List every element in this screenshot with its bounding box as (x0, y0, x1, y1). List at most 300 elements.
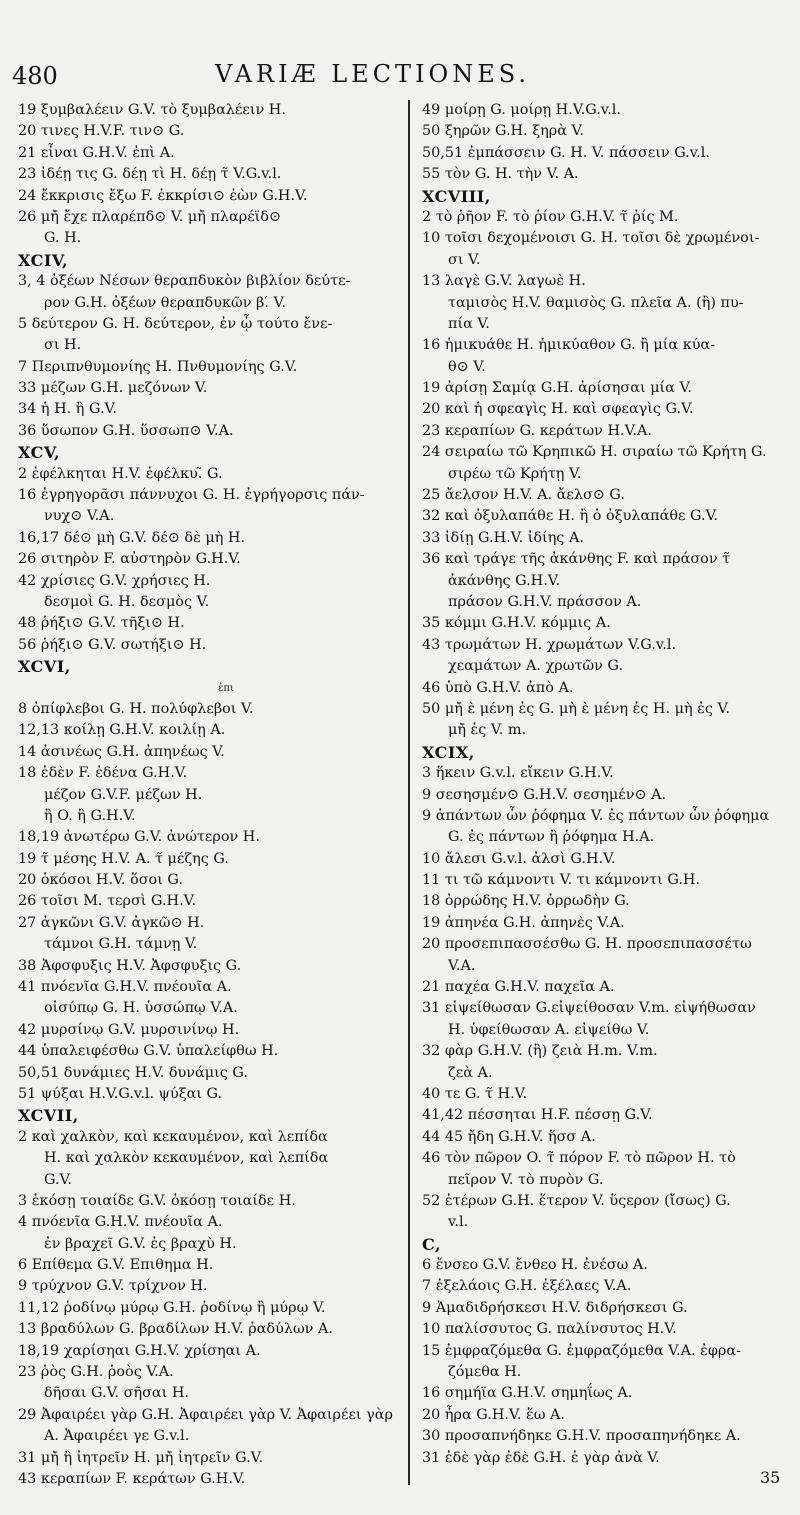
variant-line (18, 1298, 403, 1319)
variant-line (422, 357, 794, 378)
variant-line (422, 1255, 794, 1276)
variant-line (18, 186, 403, 207)
variant-line (422, 1405, 794, 1426)
variant-line (422, 1341, 794, 1362)
line-number: 46 (422, 1150, 441, 1167)
variant-text: Περιπνθυμονίης H. Πνθυμονίης G.V. (31, 358, 298, 375)
line-number: 2 (18, 465, 28, 482)
variant-line (422, 956, 794, 977)
line-number: 21 (422, 979, 441, 996)
variant-text: τρύχνον G.V. τρίχνον H. (31, 1278, 208, 1295)
variant-line (422, 913, 794, 934)
variant-line (18, 977, 403, 998)
variant-line (18, 635, 403, 656)
variant-line (18, 271, 403, 292)
variant-text: ἐξελάοις G.H. ἐξέλαες V.A. (435, 1278, 632, 1295)
variant-line (422, 228, 794, 249)
variant-line (18, 143, 403, 164)
variant-line (422, 250, 794, 271)
variant-text: Ἀμαδιδρήσκεσι H.V. διδρήσκεσι G. (435, 1299, 688, 1316)
variant-text: μὴ̄ ἔχε πλαρέπδ⊙ V. μὴ̄ πλαρέϊδ⊙ (40, 208, 282, 225)
variant-line (422, 699, 794, 720)
variant-line (422, 464, 794, 485)
variant-text: πράσον G.H.V. πράσσον A. (448, 593, 642, 610)
line-number: 44 (18, 1043, 37, 1060)
variant-line (422, 1448, 794, 1469)
variant-text: τι τῶ κάμνοντι V. τι κάμνοντι G.H. (444, 872, 701, 889)
variant-text: ἐμφραζόμεθα G. ἐμφραζόμεθα V.A. ἐφρα- (444, 1342, 741, 1359)
variant-text: τοῖσι δεχομένοισι G. H. τοῖσι δὲ χρωμένοι- (444, 230, 760, 247)
variant-line (422, 1105, 794, 1126)
variant-text: ζεὰ A. (448, 1064, 493, 1081)
variant-line (18, 785, 403, 806)
variant-text: A. Ἀφαιρέει γε G.v.l. (44, 1428, 190, 1445)
line-number: 7 (422, 1278, 432, 1295)
line-number: 19 (18, 102, 37, 118)
variant-text: μοίρῃ G. μοίρῃ H.V.G.v.l. (444, 102, 621, 118)
variant-line (422, 207, 794, 228)
line-number: 3, 4 (18, 273, 46, 290)
variant-text: τ̃ μέσης H.V. A. τ̃ μέζης G. (40, 850, 229, 867)
line-number: 29 (18, 1406, 37, 1423)
variant-line (18, 293, 403, 314)
line-number: 41 (18, 979, 37, 996)
line-number: 44 45 (422, 1128, 464, 1145)
line-number: 32 (422, 1043, 441, 1060)
variant-text: σιρέω τῶ Κρήτῃ V. (448, 465, 582, 482)
variant-text: οἰσύπῳ G. H. ὑσσώπῳ V.A. (44, 1000, 238, 1017)
variant-line (422, 849, 794, 870)
line-number: 24 (422, 444, 441, 461)
variant-line (18, 699, 403, 720)
line-number: 19 (422, 914, 441, 931)
line-number: 34 (18, 401, 37, 418)
line-number: 24 (18, 187, 37, 204)
variant-line (422, 442, 794, 463)
line-number: 48 (18, 615, 37, 632)
line-number: 20 (422, 1406, 441, 1423)
variant-text: v.l. (448, 1214, 469, 1231)
line-number: 7 (18, 358, 28, 375)
variant-text: πνόενῖα G.H.V. πνέουῖα A. (31, 1214, 223, 1231)
variant-line (18, 1063, 403, 1084)
variant-text: ὑπὸ G.H.V. ἀπὸ A. (444, 679, 574, 696)
variant-line (18, 1127, 403, 1148)
line-number: 13 (18, 1321, 37, 1338)
line-number: 11 (422, 872, 441, 889)
variant-text: ἦρα G.H.V. ἕω A. (444, 1406, 565, 1423)
line-number: 21 (18, 144, 37, 161)
variant-line (422, 1234, 794, 1255)
variant-text: ὕσωπον G.H. ὕσσωπ⊙ V.A. (40, 422, 234, 439)
variant-line (18, 121, 403, 142)
line-number: 46 (422, 679, 441, 696)
variant-text: χρίσιες G.V. χρήσιες H. (40, 572, 211, 589)
variant-text: τινες H.V.F. τιν⊙ G. (40, 123, 185, 140)
variant-text: G.V. (44, 1171, 73, 1188)
variant-line (18, 827, 403, 848)
variant-line (422, 100, 794, 121)
variant-line (18, 378, 403, 399)
variant-text: καὶ χαλκὸν, καὶ κεκαυμένον, καὶ λεπίδα (31, 1128, 328, 1145)
variant-line (18, 1383, 403, 1404)
variant-text: ἑτέρων G.H. ἕτερον V. ὕςερον (ἴσως) G. (444, 1192, 731, 1209)
variant-line (18, 1469, 403, 1490)
variant-text: μὴ̄ ἢ ἰητρεῖν H. μὴ̄ ἰητρεῖν G.V. (40, 1449, 264, 1466)
variant-line (18, 592, 403, 613)
variant-text: ἐδὲ γὰρ ἐδὲ G.H. ἐ γὰρ ἀνὰ V. (444, 1449, 660, 1466)
line-number: 19 (422, 380, 441, 397)
line-number: 9 (18, 1278, 28, 1295)
variant-line (18, 100, 403, 121)
variant-line (18, 1191, 403, 1212)
variant-text: XCV, (18, 443, 61, 463)
variant-line (422, 1041, 794, 1062)
line-number: 4 (18, 1214, 28, 1231)
variant-line (18, 207, 403, 228)
line-number: 20 (422, 401, 441, 418)
variant-text: πεῖρον V. τὸ πυρὸν G. (448, 1171, 604, 1188)
line-number: 23 (18, 166, 37, 183)
variant-line (422, 998, 794, 1019)
variant-text: δυνάμιες H.V. δυνάμις G. (63, 1064, 248, 1081)
variant-line (18, 399, 403, 420)
variant-text: ψύξαι H.V.G.v.l. ψύξαι G. (40, 1085, 223, 1102)
variant-text: καὶ ἡ σφεαγὶς H. καὶ σφεαγὶς G.V. (444, 401, 694, 418)
line-number: 56 (18, 636, 37, 653)
variant-text: τοῖσι M. τερσὶ G.H.V. (40, 893, 197, 910)
line-number: 38 (18, 957, 37, 974)
variant-text: δεσμοὶ G. H. δεσμὸς V. (44, 593, 210, 610)
variant-line (18, 1084, 403, 1105)
variant-text: ἀνωτέρω G.V. ἀνώτερον H. (63, 829, 260, 846)
variant-line (18, 314, 403, 335)
line-number: 2 (18, 1128, 28, 1145)
line-number: 9 (422, 807, 432, 824)
variant-line (18, 1170, 403, 1191)
variant-line (18, 891, 403, 912)
variant-text: ἀπηνέα G.H. ἀπηνὲς V.A. (444, 914, 625, 931)
line-number: 10 (422, 230, 441, 247)
variant-line (422, 1426, 794, 1447)
variant-line (422, 720, 794, 741)
variant-line (422, 528, 794, 549)
line-number: 33 (422, 529, 441, 546)
variant-line (422, 1276, 794, 1297)
variant-text: εἶναι G.H.V. ἐπὶ A. (40, 144, 175, 161)
variant-text: καὶ τράγε τῆς ἀκάνθης F. καὶ πράσον τ̃ (444, 551, 731, 568)
variant-line (18, 421, 403, 442)
variant-text: τρωμάτων H. χρωμάτων V.G.v.l. (444, 636, 677, 653)
variant-line (422, 271, 794, 292)
variant-text: ζόμεθα H. (448, 1364, 522, 1381)
variant-line (422, 186, 794, 207)
variant-line (422, 293, 794, 314)
variant-line (18, 870, 403, 891)
variant-line (18, 678, 403, 699)
variant-line (422, 635, 794, 656)
variant-text: προσαπνήδηκε G.H.V. προσαπηνήδηκε A. (444, 1428, 741, 1445)
variant-line (422, 1148, 794, 1169)
variant-text: ἐδὲν F. ἐδένα G.H.V. (40, 765, 188, 782)
variant-text: XCIV, (18, 250, 69, 270)
variant-text: ἀσινέως G.H. ἀπηνέως V. (40, 743, 225, 760)
variant-text: XCIX, (422, 742, 475, 762)
column-divider (408, 100, 410, 1485)
variant-line (18, 442, 403, 463)
variant-text: Επίθεμα G.V. Επιθημα H. (31, 1257, 214, 1274)
line-number: 20 (18, 123, 37, 140)
line-number: 52 (422, 1192, 441, 1209)
line-number: 25 (422, 487, 441, 504)
variant-line (18, 1212, 403, 1233)
variant-line (422, 1084, 794, 1105)
variant-text: βραδύλων G. βραδίλων H.V. ῥαδύλων A. (40, 1321, 333, 1338)
line-number: 30 (422, 1428, 441, 1445)
variant-line (18, 357, 403, 378)
line-number: 36 (18, 422, 37, 439)
variant-line (18, 763, 403, 784)
variant-line (18, 1041, 403, 1062)
variant-text: πία V. (448, 315, 490, 332)
variant-text: ῥὸς G.H. ῥοὸς V.A. (40, 1364, 174, 1381)
variant-text: ὁκόσοι H.V. ὅσοι G. (40, 872, 183, 889)
line-number: 13 (422, 273, 441, 290)
variant-line (422, 785, 794, 806)
variant-text: θ⊙ V. (448, 358, 486, 375)
variant-line (18, 934, 403, 955)
line-number: 42 (18, 1021, 37, 1038)
variant-text: ἐμπάσσειν G. H. V. πάσσειν G.v.l. (467, 144, 710, 161)
variant-text: μὴ̄ ἐς V. m. (448, 722, 527, 739)
line-number: 31 (18, 1449, 37, 1466)
variant-line (422, 806, 794, 827)
line-number: 19 (18, 850, 37, 867)
variant-text: V.A. (448, 957, 476, 974)
running-title: VARIÆ LECTIONES. (215, 60, 530, 88)
line-number: 14 (18, 743, 37, 760)
line-number: 5 (18, 315, 28, 332)
variant-line (422, 399, 794, 420)
variant-line (18, 1341, 403, 1362)
variant-text: ὀπίφλεβοι G. H. πολύφλεβοι V. (31, 700, 254, 717)
right-column (422, 100, 794, 1469)
left-column (18, 100, 403, 1490)
variant-line (18, 806, 403, 827)
variant-line (422, 1319, 794, 1340)
variant-text: XCVIII, (422, 186, 491, 206)
variant-line (18, 485, 403, 506)
variant-line (18, 1426, 403, 1447)
line-number: 23 (18, 1364, 37, 1381)
variant-line (18, 549, 403, 570)
line-number: 6 (18, 1257, 28, 1274)
variant-line (422, 592, 794, 613)
line-number: 12,13 (18, 722, 60, 739)
variant-line (422, 1383, 794, 1404)
variant-line (422, 506, 794, 527)
line-number: 50 (422, 123, 441, 140)
variant-text: ξυμβαλέειν G.V. τὸ ξυμβαλέειν H. (40, 102, 286, 118)
variant-text: κόμμι G.H.V. κόμμις A. (444, 615, 611, 632)
variant-text: κεραπίων G. κεράτων H.V.A. (444, 422, 652, 439)
variant-line (422, 1298, 794, 1319)
variant-text: H. καὶ χαλκὸν κεκαυμένον, καὶ λεπίδα (44, 1150, 329, 1167)
variant-text: τε G. τ̃ H.V. (444, 1085, 528, 1102)
variant-text: εἰψείθωσαν G.εἰψείθοσαν V.m. εἰψήθωσαν (444, 1000, 756, 1017)
variant-line (18, 228, 403, 249)
variant-text: Ἀφσφυξις H.V. Ἀφσφυξις G. (40, 957, 242, 974)
line-number: 16 (422, 1385, 441, 1402)
variant-line (18, 528, 403, 549)
variant-text: κεραπίων F. κεράτων G.H.V. (40, 1471, 246, 1487)
variant-text: ἀγκῶνι G.V. ἀγκῶ⊙ H. (40, 914, 205, 931)
variant-line (422, 164, 794, 185)
line-number: 31 (422, 1000, 441, 1017)
variant-line (18, 956, 403, 977)
line-number: 50,51 (422, 144, 464, 161)
variant-text: σεσησμέν⊙ G.H.V. σεσημέν⊙ A. (435, 786, 667, 803)
line-number: 10 (422, 850, 441, 867)
variant-text: παλίσσυτος G. παλίνσυτος H.V. (444, 1321, 677, 1338)
variant-text: παχέα G.H.V. παχεῖα A. (444, 979, 615, 996)
variant-text: χεαμάτων A. χρωτῶν G. (448, 658, 624, 675)
signature-mark: 35 (760, 1468, 781, 1487)
variant-text: τάμνοι G.H. τάμνῃ V. (44, 936, 198, 953)
variant-line (422, 549, 794, 570)
variant-text: μὴ̄ ὲ μένη ἐς G. μὴ ὲ μένη ἐς H. μὴ ἐς V. (444, 700, 730, 717)
variant-line (422, 613, 794, 634)
variant-text: τὸν G. H. τὴν V. A. (444, 166, 579, 183)
variant-line (18, 720, 403, 741)
variant-text: C, (422, 1234, 442, 1254)
line-number: 18,19 (18, 1342, 60, 1359)
variant-line (422, 742, 794, 763)
variant-text: νυχ⊙ V.A. (44, 508, 115, 525)
variant-line (422, 1127, 794, 1148)
line-number: 18 (422, 893, 441, 910)
line-number: 35 (422, 615, 441, 632)
line-number: 50 (422, 700, 441, 717)
variant-text: ἐφέλκηται H.V. ἐφέλκυ.̃ G. (31, 465, 223, 482)
variant-text: μυρσίνῳ G.V. μυρσινίνῳ H. (40, 1021, 240, 1038)
line-number: 10 (422, 1321, 441, 1338)
line-number: 23 (422, 422, 441, 439)
line-number: 33 (18, 380, 37, 397)
variant-text: ἑκόσῃ τοιαίδε G.V. ὁκόσῃ τοιαίδε H. (31, 1192, 296, 1209)
variant-line (422, 314, 794, 335)
page-number: 480 (12, 62, 58, 90)
variant-line (18, 1319, 403, 1340)
variant-line (18, 164, 403, 185)
variant-text: τὸν πῶρον O. τ̃ πόρον F. τὸ πῶρον H. τὸ (444, 1150, 736, 1167)
variant-text: δέ⊙ μὴ G.V. δέ⊙ δὲ μὴ H. (63, 529, 246, 546)
variant-text: H. ὑφείθωσαν A. εἰψείθω V. (448, 1021, 650, 1038)
variant-text: G. ἐς πάντων ἢ ῥόφημα H.A. (448, 829, 655, 846)
variant-line (18, 1276, 403, 1297)
line-number: 16 (18, 487, 37, 504)
variant-text: XCVI, (18, 657, 71, 677)
variant-line (422, 870, 794, 891)
line-number: 40 (422, 1085, 441, 1102)
variant-line (18, 849, 403, 870)
line-number: 26 (18, 893, 37, 910)
variant-line (422, 1020, 794, 1041)
variant-text: ἔνσεο G.V. ἔνθεο H. ἐνέσω A. (435, 1257, 648, 1274)
variant-text: ἡ H. ἢ G.V. (40, 401, 117, 418)
variant-line (422, 656, 794, 677)
line-number: 41,42 (422, 1107, 464, 1124)
variant-text: προσεπιπασσέσθω G. H. προσεπιπασσέτω (444, 936, 752, 953)
line-number: 2 (422, 208, 432, 225)
variant-text: ῥήξι⊙ G.V. τῆξι⊙ H. (40, 615, 185, 632)
variant-line (422, 1362, 794, 1383)
line-number: 11,12 (18, 1299, 60, 1316)
variant-line (18, 1234, 403, 1255)
variant-line (18, 613, 403, 634)
variant-text: λαγὲ G.V. λαγωὲ H. (444, 273, 586, 290)
variant-text: σιτηρὸν F. αὐστηρὸν G.H.V. (40, 551, 241, 568)
variant-line (422, 378, 794, 399)
variant-text: ὀρρώδης H.V. ὀρρωδὴν G. (444, 893, 630, 910)
line-number: 9 (422, 1299, 432, 1316)
variant-line (422, 977, 794, 998)
line-number: 20 (422, 936, 441, 953)
variant-line (422, 827, 794, 848)
line-number: 3 (18, 1192, 28, 1209)
variant-line (18, 1020, 403, 1041)
variant-line (18, 913, 403, 934)
variant-text: XCVII, (18, 1106, 79, 1126)
variant-line (422, 1191, 794, 1212)
line-number: 18 (18, 765, 37, 782)
variant-text: ἐν βραχεῖ G.V. ἐς βραχὺ H. (44, 1235, 237, 1252)
variant-line (422, 1212, 794, 1233)
line-number: 31 (422, 1449, 441, 1466)
variant-text: μέζων G.H. μεζόνων V. (40, 380, 208, 397)
variant-line (422, 934, 794, 955)
variant-line (18, 1255, 403, 1276)
variant-line (422, 335, 794, 356)
variant-line (18, 1148, 403, 1169)
variant-text: ὀξέων Νέσων θεραπδυκὸν βιβλίον δεύτε- (50, 273, 351, 290)
variant-text: ὑπαλειφέσθω G.V. ὑπαλείφθω H. (40, 1043, 279, 1060)
line-number: 15 (422, 1342, 441, 1359)
variant-text: τὸ ῥῆον F. τὸ ῥίον G.H.V. τ̃ ῥίς M. (435, 208, 679, 225)
line-number: 36 (422, 551, 441, 568)
variant-text: ἄλεσι G.v.l. ἀλσὶ G.H.V. (444, 850, 616, 867)
line-number: 49 (422, 102, 441, 118)
variant-text: ἰδέῃ τις G. δέῃ τὶ H. δέῃ τ̃ V.G.v.l. (40, 166, 282, 183)
variant-text: ἡμικυάθε H. ἡμικύαθον G. ἢ μία κύα- (444, 337, 716, 354)
variant-text: Ἀφαιρέει γὰρ G.H. Ἀφαιρέει γὰρ V. Ἀφαιρέει γὰρ (40, 1406, 393, 1423)
variant-line (422, 421, 794, 442)
variant-text: πέσσηται H.F. πέσσῃ G.V. (467, 1107, 653, 1124)
variant-line (422, 485, 794, 506)
line-number: 16 (422, 337, 441, 354)
variant-text: ταμισὸς H.V. θαμισὸς G. πλεῖα A. (ἢ) πυ- (448, 294, 744, 311)
variant-line (18, 464, 403, 485)
variant-text: σειραίω τῶ Κρηπικῶ H. σιραίω τῶ Κρήτη G. (444, 444, 767, 461)
variant-text: G. H. (44, 230, 82, 247)
variant-text: μέζον G.V.F. μέζων H. (44, 786, 203, 803)
variant-text: ἢ O. ἢ G.H.V. (44, 807, 136, 824)
variant-text: χαρίσηαι G.H.V. χρίσηαι A. (63, 1342, 261, 1359)
variant-text: σημήϊα G.H.V. σημηΐως A. (444, 1385, 633, 1402)
variant-text: ἤδη G.H.V. ἥσσ A. (467, 1128, 596, 1145)
line-number: 51 (18, 1085, 37, 1102)
line-number: 8 (18, 700, 28, 717)
